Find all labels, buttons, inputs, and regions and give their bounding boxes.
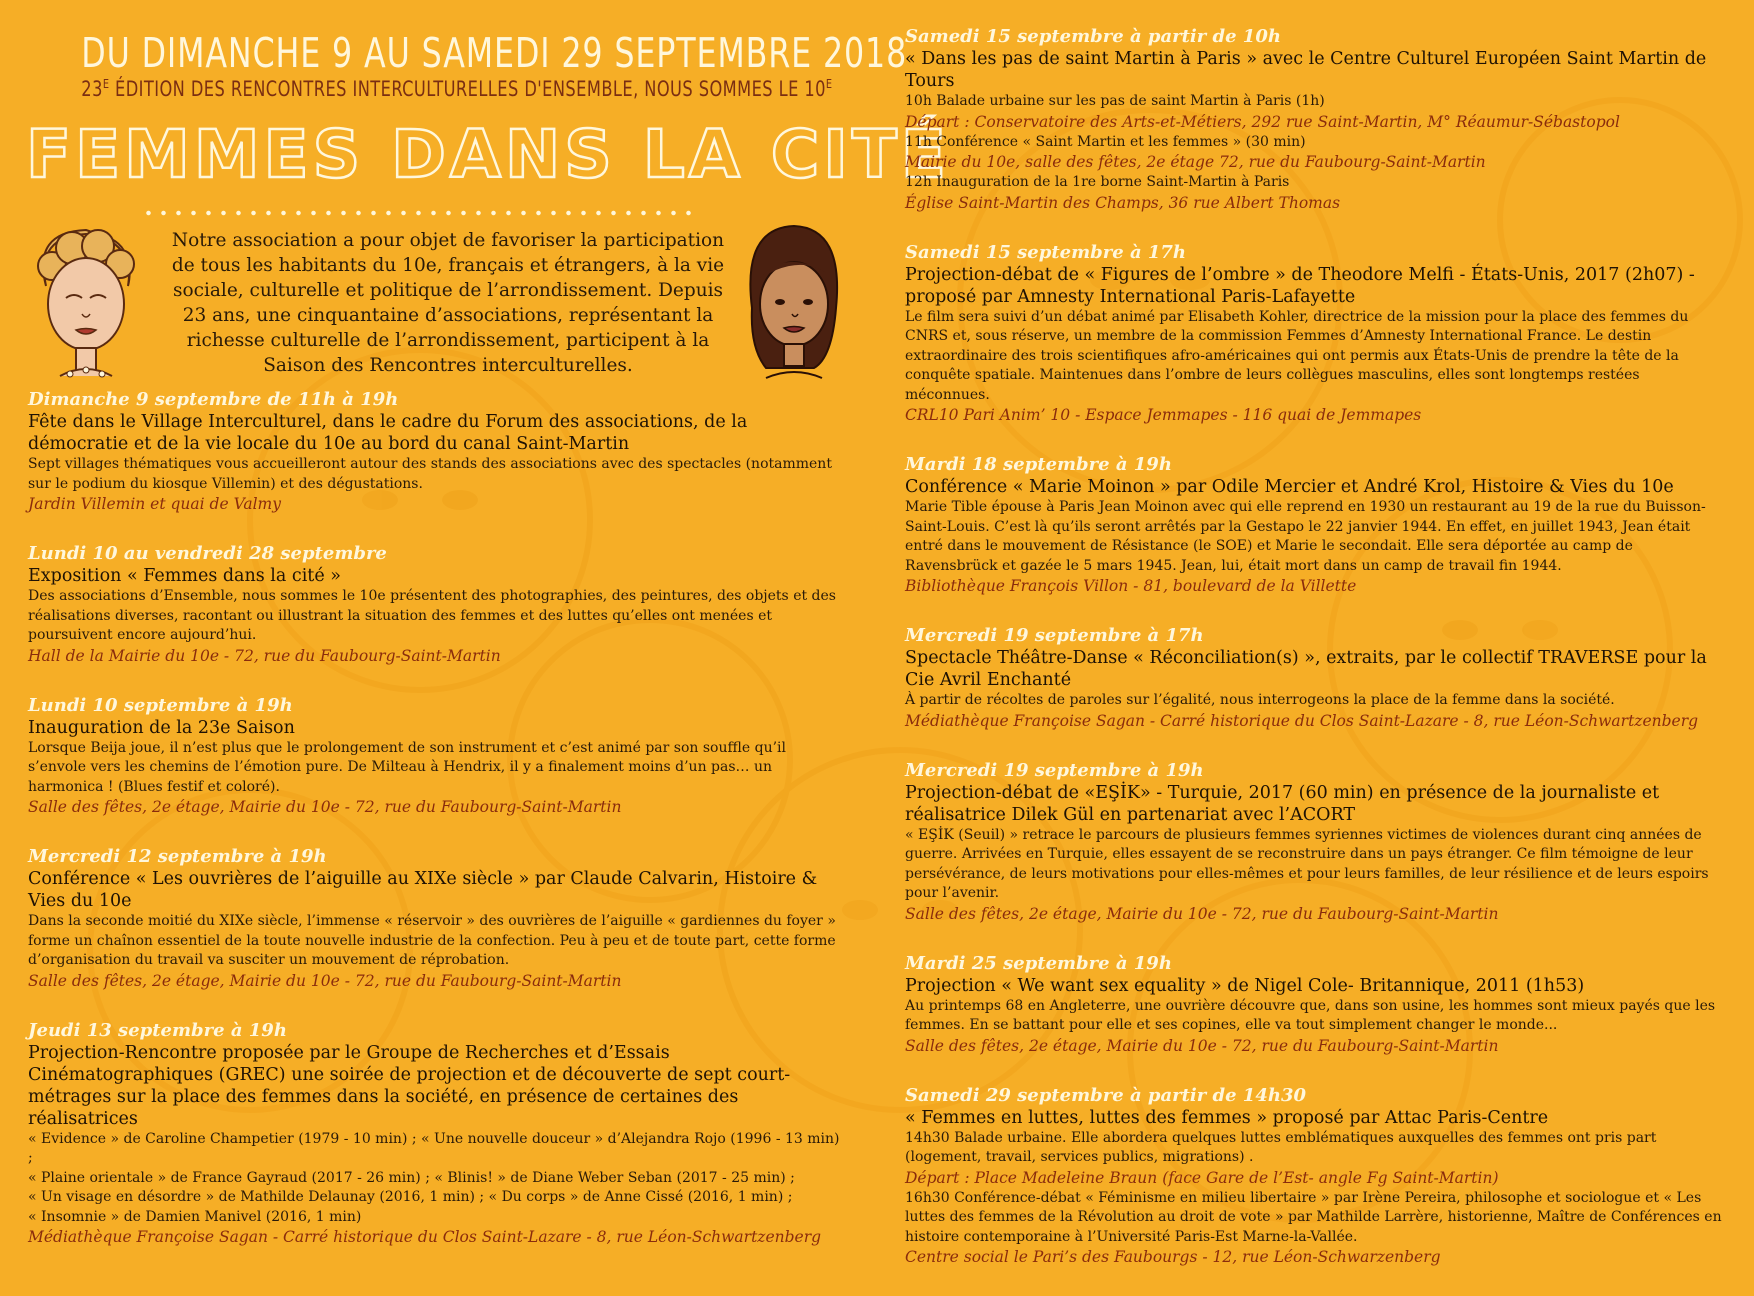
event-date: Samedi 15 septembre à 17h xyxy=(905,241,1187,263)
film-list-line: « Un visage en désordre » de Mathilde Delaunay (2016, 1 min) ; « Du corps » de Anne Cissé (2016, 1 min) ; xyxy=(28,1189,793,1205)
event-title: Exposition « Femmes dans la cité » xyxy=(28,566,341,586)
event-date: Dimanche 9 septembre de 11h à 19h xyxy=(28,389,399,410)
event-description: À partir de récoltes de paroles sur l’égalité, nous interrogeons la place de la femme dans la société. xyxy=(905,692,1615,708)
left-column xyxy=(26,29,950,1276)
event-description: 11h Conférence « Saint Martin et les femmes » (30 min) xyxy=(905,133,1306,150)
event-date: Mercredi 19 septembre à 17h xyxy=(905,625,1204,646)
event-description: « EŞİK (Seuil) » retrace le parcours de plusieurs femmes syriennes victimes de violences durant cinq années de guerre. Arrivées en Turquie, elles essayent de se reconstruire dans un pays étranger. Ce film témoigne de leur persévérance, de leurs motivations pour elles-mêmes et pour leurs familles, de leur résilience et de leurs espoirs pour l’avenir. xyxy=(905,826,1709,901)
header xyxy=(26,29,950,216)
event-date: Samedi 15 septembre à partir de 10h xyxy=(905,26,1281,47)
event-title: Projection-Rencontre proposée par le Groupe de Recherches et d’Essais Cinématographiques (GREC) une soirée de projection et de découverte de sept court-métrages sur la place des femmes dans la société, en présence de certaines des réalisatrices xyxy=(28,1042,791,1129)
intro-section xyxy=(28,224,848,389)
event-location: Médiathèque Françoise Sagan - Carré historique du Clos Saint-Lazare - 8, rue Léon-Schwartzenberg xyxy=(905,711,1699,730)
event-description: Au printemps 68 en Angleterre, une ouvrière découvre que, dans son usine, les hommes sont mieux payés que les femmes. En se battant pour elle et ses copines, elle va tout simplement changer le monde... xyxy=(905,997,1716,1033)
event-item xyxy=(28,846,848,992)
event-location: Hall de la Mairie du 10e - 72, rue du Faubourg-Saint-Martin xyxy=(28,646,501,665)
event-location: Jardin Villemin et quai de Valmy xyxy=(28,495,281,513)
edition-line xyxy=(81,76,833,102)
event-description: Marie Tible épouse à Paris Jean Moinon avec qui elle reprend en 1930 un restaurant au 19 de la rue du Buisson-Saint-Louis. C’est là qu’ils seront arrêtés par la Gestapo le 22 janvier 1944. En effet, en juillet 1943, Jean était entré dans le mouvement de Résistance (le SOE) et Marie le secondait. Elle sera déportée au camp de Ravensbrück et gazée le 5 mars 1945. Jean, lui, était mort dans un camp de travail fin 1944. xyxy=(905,499,1706,574)
event-item xyxy=(905,760,1723,925)
event-title: Fête dans le Village Interculturel, dans le cadre du Forum des associations, de la démocratie et de la vie locale du 10e au bord du canal Saint-Martin xyxy=(28,412,748,454)
right-column xyxy=(905,26,1723,1296)
event-date: Lundi 10 au vendredi 28 septembre xyxy=(28,543,387,564)
event-description: 16h30 Conférence-débat « Féminisme en milieu libertaire » par Irène Pereira, philosophe et sociologue et « Les luttes des femmes de la Révolution au droit de vote » par Mathilde Larrère, historienne, Maître de Conférences en histoire contemporaine à l’Université Paris-Est Marne-la-Vallée. xyxy=(905,1189,1722,1245)
event-description: Dans la seconde moitié du XIXe siècle, l’immense « réservoir » des ouvrières de l’aiguille « gardiennes du foyer » forme un chaînon essentiel de la toute nouvelle industrie de la confection. Peu à peu et de toute part, cette forme d’organisation du travail va susciter un mouvement de réprobation. xyxy=(28,913,836,968)
edition-text-suffix: E xyxy=(825,76,833,91)
film-list-line: « Plaine orientale » de France Gayraud (2017 - 26 min) ; « Blinis! » de Diane Weber Seban (2017 - 25 min) ; xyxy=(28,1169,795,1186)
event-item xyxy=(28,695,848,819)
event-title: Inauguration de la 23e Saison xyxy=(28,717,295,738)
event-item xyxy=(905,1085,1723,1269)
event-item xyxy=(905,625,1723,732)
event-description: 12h Inauguration de la 1re borne Saint-Martin à Paris xyxy=(905,174,1290,190)
event-location: Salle des fêtes, 2e étage, Mairie du 10e - 72, rue du Faubourg-Saint-Martin xyxy=(905,904,1499,923)
event-description: 14h30 Balade urbaine. Elle abordera quelques luttes emblématiques auxquelles des femmes ont pris part (logement, travail, services publics, migrations) . xyxy=(905,1129,1657,1165)
event-location: Centre social le Pari’s des Faubourgs - 12, rue Léon-Schwarzenberg xyxy=(905,1248,1441,1266)
event-description: Lorsque Beija joue, il n’est plus que le prolongement de son instrument et c’est animé par son souffle qu’il s’envole vers les chemins de l’émotion pure. De Milteau à Hendrix, il y a finalement moins d’un pas… un harmonica ! (Blues festif et coloré). xyxy=(28,739,787,795)
event-date: Samedi 29 septembre à partir de 14h30 xyxy=(905,1084,1306,1106)
event-location: Bibliothèque François Villon - 81, boulevard de la Villette xyxy=(905,577,1357,595)
event-title: « Dans les pas de saint Martin à Paris » avec le Centre Culturel Européen Saint Martin de Tours xyxy=(905,49,1707,91)
event-description: Le film sera suivi d’un débat animé par Elisabeth Kohler, directrice de la mission pour la place des femmes du CNRS et, sous réserve, un membre de la commission Femmes d’Amnesty International France. Le destin extraordinaire des trois scientifiques afro-américaines qui ont permis aux États-Unis de prendre la tête de la conquête spatiale. Maintenues dans l’ombre de leurs collègues masculins, elles sont longtemps restées méconnues. xyxy=(905,308,1689,403)
event-location: Départ : Place Madeleine Braun (face Gare de l’Est- angle Fg Saint-Martin) xyxy=(905,1168,1499,1187)
event-location: Église Saint-Martin des Champs, 36 rue Albert Thomas xyxy=(905,193,1341,212)
event-date: Mardi 25 septembre à 19h xyxy=(905,952,1172,974)
event-description: 10h Balade urbaine sur les pas de saint Martin à Paris (1h) xyxy=(905,93,1325,109)
event-location: Salle des fêtes, 2e étage, Mairie du 10e - 72, rue du Faubourg-Saint-Martin xyxy=(28,798,622,816)
event-title: Conférence « Les ouvrières de l’aiguille au XIXe siècle » par Claude Calvarin, Histoire & Vies du 10e xyxy=(28,869,818,911)
event-title: Conférence « Marie Moinon » par Odile Mercier et André Krol, Histoire & Vies du 10e xyxy=(905,477,1674,497)
event-item xyxy=(28,389,848,515)
event-location: Salle des fêtes, 2e étage, Mairie du 10e - 72, rue du Faubourg-Saint-Martin xyxy=(28,971,622,990)
woman-blonde-illustration xyxy=(26,226,146,391)
event-title: « Femmes en luttes, luttes des femmes » proposé par Attac Paris-Centre xyxy=(905,1107,1549,1128)
event-location: Mairie du 10e, salle des fêtes, 2e étage 72, rue du Faubourg-Saint-Martin xyxy=(905,153,1486,171)
event-title: Projection « We want sex equality » de Nigel Cole- Britannique, 2011 (1h53) xyxy=(905,975,1585,996)
film-list-line: « Insomnie » de Damien Manivel (2016, 1 min) xyxy=(28,1208,362,1225)
edition-number: 23 xyxy=(81,77,103,101)
event-date: Mercredi 12 septembre à 19h xyxy=(28,846,327,867)
event-location: Salle des fêtes, 2e étage, Mairie du 10e - 72, rue du Faubourg-Saint-Martin xyxy=(905,1036,1499,1055)
edition-text: ÉDITION DES RENCONTRES INTERCULTURELLES D'ENSEMBLE, NOUS SOMMES LE 10 xyxy=(109,77,826,101)
edition-number-suffix: E xyxy=(102,76,110,91)
event-date: Mercredi 19 septembre à 19h xyxy=(905,759,1204,781)
event-item xyxy=(905,242,1723,427)
event-item xyxy=(905,454,1723,597)
event-item xyxy=(28,543,848,667)
event-description: Des associations d’Ensemble, nous sommes le 10e présentent des photographies, des peintures, des objets et des réalisations diverses, racontant ou illustrant la situation des femmes et des luttes qu’elles ont menées et poursuivent encore aujourd’hui. xyxy=(28,588,836,643)
event-item xyxy=(905,953,1723,1057)
event-list-left xyxy=(28,389,848,1248)
event-list-right xyxy=(905,26,1723,1268)
event-location: CRL10 Pari Anim’ 10 - Espace Jemmapes - 116 quai de Jemmapes xyxy=(905,406,1422,424)
event-title: Projection-débat de « Figures de l’ombre » de Theodore Melfi - États-Unis, 2017 (2h07) - proposé par Amnesty International Paris-Lafayette xyxy=(905,264,1695,307)
event-description: Sept villages thématiques vous accueilleront autour des stands des associations avec des spectacles (notamment sur le podium du kiosque Villemin) et des dégustations. xyxy=(28,456,832,492)
event-date: Jeudi 13 septembre à 19h xyxy=(28,1019,287,1041)
event-date: Lundi 10 septembre à 19h xyxy=(28,694,293,716)
woman-brunette-illustration xyxy=(736,218,846,388)
event-title: Spectacle Théâtre-Danse « Réconciliation(s) », extraits, par le collectif TRAVERSE pour la Cie Avril Enchanté xyxy=(905,648,1707,690)
event-title: Projection-débat de «EŞİK» - Turquie, 2017 (60 min) en présence de la journaliste et réalisatrice Dilek Gül en partenariat avec l’ACORT xyxy=(905,782,1660,825)
date-range: DU DIMANCHE 9 AU SAMEDI 29 SEPTEMBRE 2018 xyxy=(81,29,908,77)
page-title: FEMMES DANS LA CITÉ xyxy=(26,116,950,193)
event-item xyxy=(28,1020,848,1249)
event-location: Médiathèque Françoise Sagan - Carré historique du Clos Saint-Lazare - 8, rue Léon-Schwartzenberg xyxy=(28,1228,822,1246)
film-list-line: « Evidence » de Caroline Champetier (1979 - 10 min) ; « Une nouvelle douceur » d’Alejandra Rojo (1996 - 13 min) ; xyxy=(28,1130,840,1166)
event-item xyxy=(905,26,1723,214)
event-location: Départ : Conservatoire des Arts-et-Métiers, 292 rue Saint-Martin, M° Réaumur-Sébastopol xyxy=(905,112,1620,131)
event-date: Mardi 18 septembre à 19h xyxy=(905,454,1172,475)
dotted-divider xyxy=(141,210,701,216)
intro-paragraph: Notre association a pour objet de favoriser la participation de tous les habitants du 10e, français et étrangers, à la vie sociale, culturelle et politique de l’arrondissement. Depuis 23 ans, une cinquantaine d’associations, représentant la richesse culturelle de l’arrondissement, participent à la Saison des Rencontres interculturelles. xyxy=(171,230,725,376)
